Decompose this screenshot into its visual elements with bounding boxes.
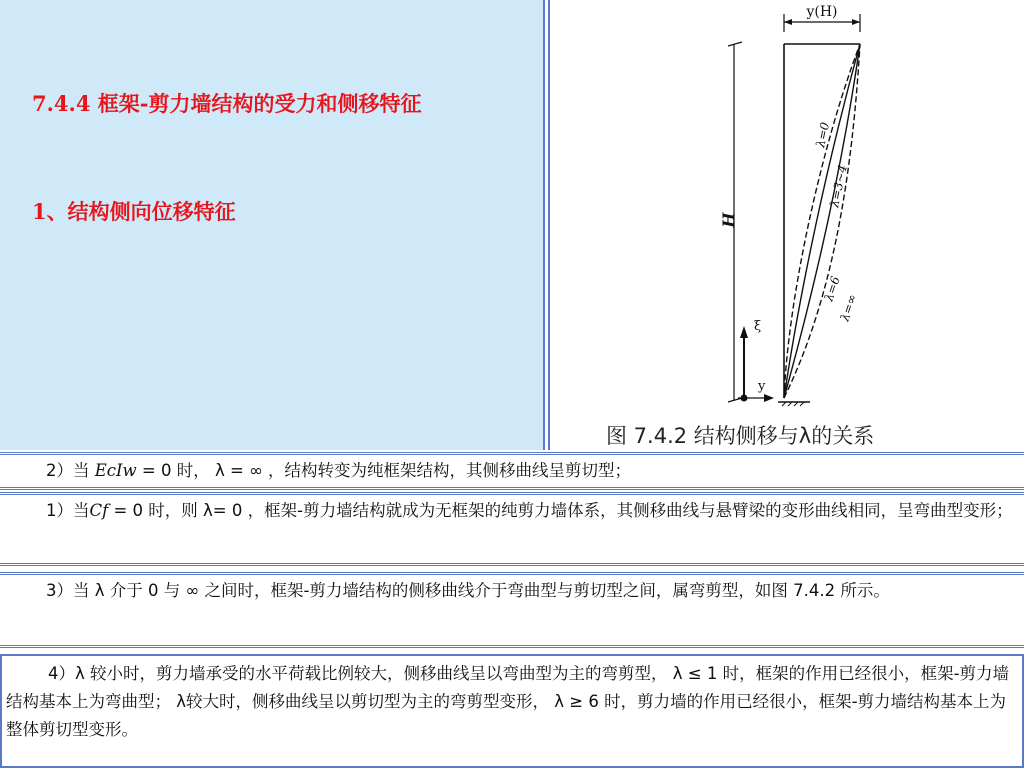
displacement-diagram — [552, 0, 1024, 450]
label-lambda-3-4: λ=3~4 — [827, 163, 850, 209]
p4-text: 4）λ 较小时，剪力墙承受的水平荷载比例较大，侧移曲线呈以弯曲型为主的弯剪型， λ ≤ 1 时，框架的作用已经很小，框架-剪力墙结构基本上为弯曲型； λ较大时，侧移曲线呈以剪切型为主的弯剪型变形， λ ≥ 6 时，剪力墙的作用已经很小，框架-剪力墙结构基本上为整体剪切型变形。 — [6, 664, 1010, 739]
p1-suffix: = 0 时，则 λ= 0 ，框架-剪力墙结构就成为无框架的纯剪力墙体系，其侧移曲线与悬臂梁的变形曲线相同，呈弯曲型变形； — [108, 501, 1013, 520]
p1-prefix: 1）当 — [46, 501, 90, 520]
label-lambda-0: λ=0 — [813, 120, 833, 149]
figure-caption: 图 7.4.2 结构侧移与λ的关系 — [606, 424, 875, 448]
height-label: H — [719, 212, 738, 228]
curve-lambda-3-4 — [784, 44, 860, 398]
p3-text: 3）当 λ 介于 0 与 ∞ 之间时，框架-剪力墙结构的侧移曲线介于弯曲型与剪切型之间，属弯剪型，如图 7.4.2 所示。 — [46, 581, 890, 600]
y-label: y — [758, 379, 766, 394]
paragraph-4 — [0, 654, 1024, 768]
paragraph-2 — [0, 452, 1024, 490]
curve-lambda-0 — [784, 44, 860, 398]
curve-lambda-6 — [784, 44, 860, 398]
p2-suffix: = 0 时， λ = ∞ ，结构转变为纯框架结构，其侧移曲线呈剪切型； — [136, 461, 632, 480]
p2-symbol: EcIw — [94, 461, 137, 480]
p1-symbol: Cf — [89, 501, 109, 520]
title-panel — [0, 0, 545, 450]
subsection-heading: 1、结构侧向位移特征 — [32, 199, 236, 224]
paragraph-3 — [0, 572, 1024, 648]
paragraph-1 — [0, 492, 1024, 566]
section-heading: 7.4.4 框架-剪力墙结构的受力和侧移特征 — [32, 91, 422, 116]
p2-prefix: 2）当 — [46, 461, 95, 480]
label-lambda-inf: λ=∞ — [837, 292, 860, 323]
top-dimension-label: y(H) — [806, 4, 838, 20]
label-lambda-6: λ=6 — [821, 274, 843, 303]
figure-7-4-2 — [552, 0, 1024, 450]
xi-label: ξ — [754, 319, 762, 334]
curve-lambda-inf — [784, 44, 860, 398]
